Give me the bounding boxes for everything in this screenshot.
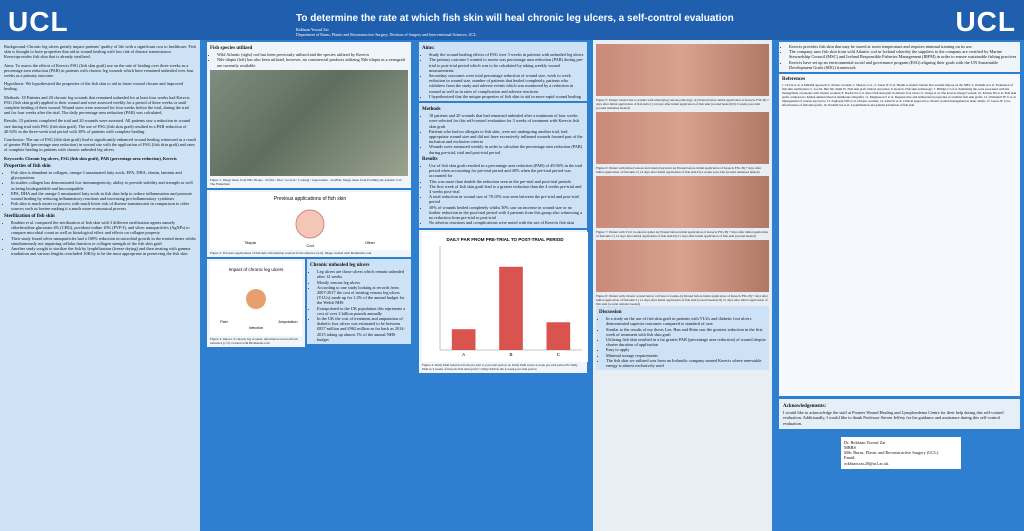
chronic-heading: Chronic unhealed leg ulcers (310, 263, 370, 269)
properties-list (4, 170, 196, 212)
par-bar-chart (422, 232, 588, 362)
x-tick-label: A (462, 351, 466, 357)
figure-caption: Figure 5: Patient treated due to trauma with underlying venous pathology. A) Wound before initial application of Kerecis FSG B) 7 days after initial application of fish skin C) 14 days after initial application of fish skin (wound healed) D) 4 weeks post-trial (wound remained healed) (596, 98, 769, 110)
ucl-logo-right: UCL (955, 6, 1016, 37)
wound-photos (596, 176, 769, 228)
chart-box (419, 230, 587, 373)
acknowledgements-heading: Acknowledgements: (783, 404, 827, 410)
chronic-list (310, 269, 408, 342)
wound-photos (596, 112, 769, 164)
background-text: Background: Chronic leg ulcers greatly impact patients' quality of life with a significant cost to healthcare. Fish skin is thought to have properties that aid in wound healing with low risk of disease transmission. Kerecisprovides fish skin that is already sterilized. (4, 44, 196, 60)
list-item: • The company uses fish skin from wild Atlantic cod in Iceland whereby the suppliers to the company are certified by Marine Stewardship Council (MSC) and Iceland Responsible Fisheries Management (IRFM) in order to ensure sustainable fishing practices (789, 49, 1017, 59)
fish-photo (210, 70, 408, 176)
list-item: • No adverse reactions and complications were noted with the use of Kerecis fish skin (429, 220, 584, 225)
aims-list (422, 52, 584, 99)
leg-icon (246, 289, 266, 309)
conclusion-text: Conclusion: The use of FSG (fish skin graft) lead to significantly enhanced wound healing witnessed as a result of greater PAR (percentage area reduction) in wound site with the application of FSG (fish skin graft) and rates of complete healing in patients with chronic unhealed leg ulcers. (4, 137, 196, 153)
list-item: • The primary outcome I wanted to assess was percentage area reduction (PAR) during pre-trial to post-trial period which was to be calculated by taking weekly wound measurements (429, 57, 584, 73)
column-abstract (0, 40, 200, 531)
list-item: • 18 patients and 20 wounds that had remained unhealed after a minimum of four weeks were selected for this self-control evaluation for 3 weeks of treatment with Kerecis fish skin graft (429, 113, 584, 129)
contact-email-label: Email: (844, 455, 856, 461)
list-item: • Utilizing fish skin resulted in a far greater PAR (percentage area reduction) of wound despite shorter duration of application (606, 337, 766, 347)
list-item: • Kerecis provides fish skin that may be stored at room temperature and requires minimal training on its use (789, 44, 1017, 49)
methods-list (422, 113, 584, 155)
methods-box (419, 103, 587, 227)
list-item: • In the UK the cost of treatment and amputation of diabetic foot ulcers was estimated to be between £837 million and £962 million as far back as 2014-2015 taking up almost 1% of the annual NHS budget (317, 316, 408, 342)
references-text: 1. Urwin et al. A Mindful approach to chronic wounds; 2. Shearer et al.; 3. Guest JF et al. Health economic burden that wounds impose on the NHS; 4. Ibrahim A et al. Evaluation of fish skin sterilization; 5. Lee M, Han SK, Shim JS. Fish skin graft clinical outcomes; 6. Kerecis. Fish skin technology; 7. Phillips CJ et al. Estimating the costs associated with the management of patients with chronic wounds; 8. Dardari D et al. Intact fish skin graft in diabetic foot ulcers; 9. Ortega et al. The kerecis omega3 wound; 10. Kirsner RS et al. Fish skin grafts compared to human amnion/chorion membrane allografts; 11. Magnusson S et al. Regenerative and antibacterial properties of acellular fish skin grafts; 12. O'Donnell TF Jr et al. Management of venous leg ulcers; 13. Eaglstein WH et al. Chronic wounds; 14. Alam W et al. Clinical approach to chronic wound management in older adults; 15. Guest JF. Cost-effectiveness of fish skin grafts; 16. Ibrahim SA et al. Lyophilization and gamma irradiation of fish skin (782, 83, 1017, 108)
pie-box (207, 190, 411, 257)
species-list (210, 52, 408, 68)
figure-caption: Figure 8: Patient with chronic wound below calf due to trauma A) Wound before initial application of Kerecis FSG B) 7 days after initial application of fish skin C) 14 days after initial application of fish skin (wound healed) D) 21 days after initial application of fish skin (wound remains healed) (596, 294, 768, 306)
list-item: • Another study sought to sterilize the fish by lyophilization (freeze drying) and then treating with gamma irradiation and various lengths concluded 10KGy to be the most appropriate in preserving the fish skin (11, 246, 196, 256)
impact-diagram (210, 261, 302, 336)
discussion-heading: Discussion (599, 310, 622, 315)
wound-photos (596, 240, 769, 292)
chronic-box (307, 259, 411, 344)
list-item: • Similar to the results of my thesis Lee, Han and Shim saw the greatest reduction in the first week of treatment with fish skin graft (606, 327, 766, 337)
keywords-text: Keywords: Chronic leg ulcers, FSG (fish skin graft), PAR (percentage area reduction), Kerecis (4, 155, 177, 161)
chart-title: DAILY PAR FROM PRE-TRIAL TO POST-TRIAL PERIOD (446, 236, 564, 242)
discussion-box (596, 306, 769, 370)
column-references (775, 40, 1024, 531)
author-name: Rokhsan Yoosuf Zai (296, 27, 329, 32)
notes-list (782, 44, 1017, 70)
aims-box (419, 42, 587, 101)
references-heading: References (782, 77, 806, 83)
list-item: • Fish skin is much easier to process with much lower risk of disease transmission in comparison to other sources such as bovine making it a much more economical process (11, 201, 196, 211)
acknowledgements-box (779, 399, 1020, 429)
list-item: • Ibrahim et al. compared the sterilization of fish skin with 3 different sterilization agents namely chlorhexidine gluconate 4% (CHG), povidone iodine 10% (PVP-I), and silver nanoparticles (AgNPs) to compare microbial count as well as histological effect and effects on collagen property (11, 220, 196, 236)
acknowledgements-text: I would like to acknowledge the staff at Pioneer Wound Healing and Lymphoedema Centre for their help during this self-control evaluation. Additionally, I would like to thank Professor Steven Jeffery for his guidance and assistance during this self-control evaluation. (783, 410, 1004, 426)
results-list (422, 163, 584, 225)
list-item: • Their study found silver nanoparticles had a 100% reduction in microbial growth in the treated times whilst simultaneously not impairing cellular function or collagen strength of the fish skin graft (11, 236, 196, 246)
list-item: • Kerecis have set up an environmental social and governance program (ESG) aligning their goals with the UN Sustainable Development Goals (SDG) framework (789, 60, 1017, 70)
bar-A (452, 329, 476, 350)
bar-B (499, 266, 523, 349)
list-item: • Secondary outcomes were total percentage reduction of wound size, week to week reduction in wound size, number of patients that healed completely, patients who withdrew from the study and adverse events which was monitored by a reduction in wound as well as in rates of complication and adverse reactions (429, 73, 584, 94)
sterilization-heading: Sterilization of fish skin (4, 213, 55, 219)
list-item: • Easy to apply (606, 347, 766, 352)
list-item: • In studies collagen has demonstrated low immunogenicity, ability to provide stability and strength as well as being biodegradable and biocompatible (11, 180, 196, 190)
kerecis-notes (779, 42, 1020, 72)
pie-title: Previous applications of fish skin (273, 195, 347, 202)
contact-name: Dr. Rokhsan Yoosuf Zai (844, 439, 886, 445)
column-methods (415, 40, 591, 531)
methods-text: Methods: 18 Patients and 20 chronic leg wounds that remained unhealed for at least four weeks had Kerecis FSG (fish skin graft) applied to their wound and were assessed weekly for a period of three weeks or until complete healing of their wound. Wound sizes were assessed for four weeks before the trial, during the trial and for four weeks after the trial. The daily percentage area reduction (PAR) was calculated. (4, 94, 190, 116)
list-item: • Fish skin is abundant in collagen, omega-3 unsaturated fatty acids, EPA, DHA, elastin, laminin and glycoproteins (11, 170, 196, 180)
figure-caption: Figure 1: Image taken from Nile Tilapia - Profile / Diet / Growth / Cooking / Aquaculture - SeaFish; Image taken from Profiling the Atlantic Cod - The Fisherman (210, 177, 404, 186)
applications-diagram (210, 192, 410, 250)
impact-label: Pain (220, 320, 228, 325)
contact-email-link[interactable]: rokhsan.zai.20@ucl.ac.uk (844, 460, 889, 466)
sterilization-list (4, 220, 196, 256)
species-box (207, 42, 411, 188)
impact-label: Amputation (278, 320, 298, 325)
list-item: • Mostly venous leg ulcers (317, 280, 408, 285)
x-tick-label: B (509, 351, 513, 357)
pie-label: Tilapia (244, 239, 256, 245)
list-item: • Use of fish skin graft resulted in a percentage area reduction (PAR) of 49.96% in the trial period when accounting for pre-trial period and 40% when the pre-trial period was accounted for (429, 163, 584, 179)
properties-heading: Properties of fish skin (4, 163, 51, 169)
figure-caption: Figure 7: Patient with VLU in anterior gaiter A) Wound before initial application of Kerecis FSG B) 7 days after initial application of fish skin C) 14 days after initial application of fish skin D) 21 days after initial application of fish skin (wound healed) (596, 230, 769, 238)
hypothesis-text: Hypothesis: We hypothesized the properties of the fish skin to aid in faster wound closure and improved healing. (4, 81, 184, 92)
list-item: • Extrapolated to the UK population this represents a cost of over 2 billion pounds annually (317, 306, 408, 316)
aims-text: Aims: To assess the effects of Kerecis FSG (fish skin graft) use on the rate of healing over three weeks as a percentage area reduction (PAR) in patients with chronic leg wounds which have remained unhealed over four weeks as a primary outcome. (4, 62, 194, 79)
poster-title: To determine the rate at which fish skin will heal chronic leg ulcers, a self-control evaluation (296, 13, 734, 24)
column-cases (593, 40, 772, 531)
list-item: • Wild Atlantic (right) cod has been previously utilized and the species utilized by Kerecis (217, 52, 408, 57)
contact-degree: MSc Burns, Plastic and Reconstructive Surgery (UCL) (844, 450, 939, 456)
ucl-logo-left: UCL (8, 6, 69, 37)
impact-box (207, 259, 305, 347)
poster-header (0, 0, 1024, 40)
contact-card (841, 437, 961, 469)
wound-photos (596, 44, 769, 96)
figure-caption: Figure 3: Impact of chronic leg wounds, information sourced from reference (1-3). Created with BioRender.com (210, 337, 298, 346)
bar-C (547, 322, 571, 350)
list-item: • The fish skin we utilized was from an Icelandic company named Kerecis where renewable energy is almost exclusively used (606, 358, 766, 368)
author-affiliation: Department of Burns, Plastic and Reconstructive Surgery, Division of Surgery and Interventional Sciences, UCL (296, 32, 477, 37)
pie-label: Other (364, 239, 376, 245)
figure-caption: Figure 2: Previous applications of fish skin. Information sourced from reference (4-6). Image created with BioRender.com (210, 251, 372, 256)
figure-caption: Figure 6: Patient with mixed venous and arterial leg ulcer A) Wound before initial application of Kerecis FSG B) 7 days after initial application of fish skin C) 14 days after initial application of fish skin D) 4 weeks post-trial (wound remained healed) (596, 166, 762, 174)
results-heading: Results (422, 156, 438, 162)
references-box (779, 74, 1020, 396)
x-tick-label: C (556, 351, 560, 357)
list-item: • This was more than double the reduction seen in the pre-trial and post-trial periods (429, 179, 584, 184)
list-item: • EPA, DHA and the omega-3 unsaturated fatty acids in fish skin help to reduce inflammation and promote wound healing by reducing inflammatory reactions and increasing pro-inflammatory cytokines (11, 191, 196, 201)
impact-title: Impact of chronic leg ulcers (228, 267, 284, 273)
species-heading: Fish species utilized (210, 46, 253, 51)
results-text: Results: 15 patients completed the trial and 20 wounds were assessed. All patients saw a reduction in wound size during trial with FSG (fish skin graft). The use of FSG (fish skin graft) resulted in a PAR reduction of 40.92% in the three-week trial period with 30% of patients with complete healing. (4, 118, 191, 134)
poster-author (296, 27, 476, 37)
aims-heading: Aims: (422, 46, 435, 51)
list-item: • I hypothesized that the unique properties of fish skin to aid in more rapid wound healing (429, 94, 584, 99)
pie-chart (296, 210, 324, 238)
list-item: • In a study on the use of fish skin graft in patients with VLUs and diabetic foot ulcers demonstrated superior outcomes compared to standard of care (606, 316, 766, 326)
pie-label: Cod (306, 242, 314, 248)
list-item: • Nile tilapia (left) has also been utilized, however, no commercial products utilizing Nile tilapia as a xenograft are currently available (217, 57, 408, 67)
list-item: • 30% of wounds healed completely whilst 30% saw an increase in wound size or no further reduction in the post-trial period with 2 patients from this group also witnessing a no reduction from pre-trial to post-trial (429, 205, 584, 221)
impact-label: Infection (248, 326, 264, 331)
list-item: • Wounds were measured weekly in order to calculate the percentage area reduction (PAR) during pre-trial, trial and post-trial period (429, 144, 584, 154)
methods-heading: Methods (422, 107, 441, 113)
list-item: • According to one study looking at records from 2007-2017 the cost of treating venous leg ulcers (VLUs) made up for 1.2% of the annual budget for the Welsh NHS (317, 285, 408, 306)
discussion-list (599, 316, 766, 368)
contact-degree: MBBS (844, 445, 856, 451)
list-item: • The first week of fish skin graft lead to a greater reduction than the 4 weeks pre-trial and 4 weeks post-trial (429, 184, 584, 194)
list-item: • Leg ulcers are those ulcers which remain unhealed after 12 weeks (317, 269, 408, 279)
column-fish (203, 40, 415, 531)
list-item: • Minimal storage requirements (606, 353, 766, 358)
list-item: • Patients who had no allergies to fish skin, were not undergoing another trial, had appropriate wound size and did not have excessively inflamed wounds formed part of the inclusion and exclusion criteria (429, 129, 584, 145)
list-item: • A total reduction in wound size of 78.10% was seen between the pre-trial and post-trial period (429, 194, 584, 204)
figure-caption: Figure 4: Daily PAR reduction from pre-trial to post-trial period. A: Daily PAR in the 4-week pre-trial period B: Daily PAR in 3 weeks of Kerecis fish skin graft C: Daily PAR in the 4-week post-trial period (422, 362, 578, 371)
list-item: • Study the wound healing effects of FSG over 3 weeks in patients with unhealed leg ulcers (429, 52, 584, 57)
